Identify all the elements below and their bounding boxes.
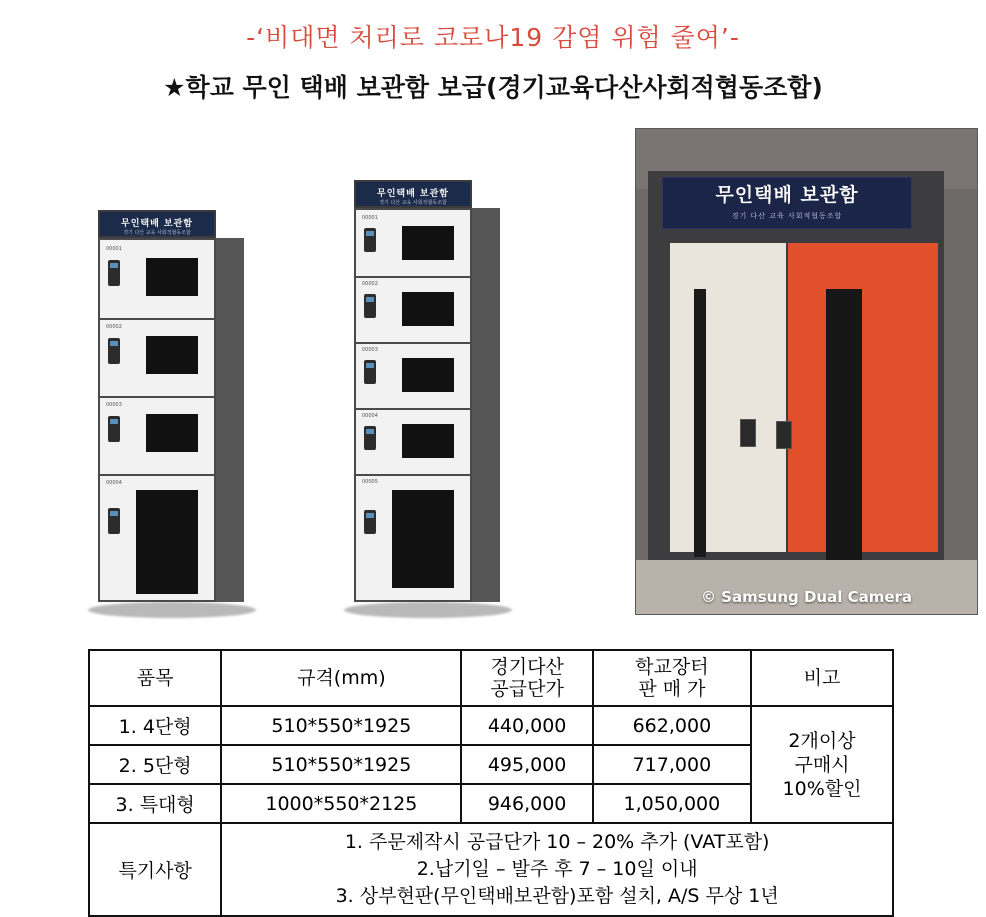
locker-keypad: [364, 426, 376, 450]
note-discount-line2: 구매시: [794, 753, 850, 776]
row2-supply-price: 495,000: [461, 745, 592, 784]
header-market-price-line2: 판 매 가: [638, 678, 706, 700]
photo-sign: [662, 177, 912, 229]
locker-body-5tier: [354, 208, 472, 602]
locker-window: [402, 424, 454, 458]
locker-window: [136, 490, 198, 594]
footer-note-2: 2.납기일 – 발주 후 7 – 10일 이내: [416, 858, 698, 880]
table-header-row: [89, 650, 893, 706]
locker-window: [402, 226, 454, 260]
photo-slot-right: [826, 289, 862, 589]
row3-supply-price: 946,000: [461, 784, 592, 823]
locker-divider: [356, 276, 470, 278]
row2-market-price: 717,000: [593, 745, 751, 784]
locker-divider: [100, 474, 214, 476]
header-item: 품목: [89, 650, 221, 706]
locker-cell-label: 00004: [106, 480, 122, 486]
row1-market-price: 662,000: [593, 706, 751, 745]
row3-item: 3. 특대형: [89, 784, 221, 823]
note-discount-line3: 10%할인: [782, 777, 862, 800]
header-note: 비고: [751, 650, 893, 706]
locker-window: [402, 292, 454, 326]
locker-divider: [356, 474, 470, 476]
locker-keypad: [108, 260, 120, 286]
locker-cell-label: 00005: [362, 479, 378, 485]
locker-sign-text-5tier: 무인택배 보관함: [377, 189, 449, 199]
row3-market-price: 1,050,000: [593, 784, 751, 823]
locker-sign-subtext-5tier: 경기 다산 교육 사회적협동조합: [379, 200, 447, 206]
row2-size: 510*550*1925: [221, 745, 461, 784]
locker-divider: [356, 408, 470, 410]
locker-cell-label: 00003: [362, 347, 378, 353]
locker-cell-label: 00001: [106, 246, 122, 252]
locker-shadow-5tier: [344, 602, 512, 618]
locker-divider: [100, 396, 214, 398]
locker-keypad: [108, 338, 120, 364]
note-discount-line1: 2개이상: [788, 729, 856, 752]
photo-watermark: © Samsung Dual Camera: [700, 588, 913, 606]
footer-note-1: 1. 주문제작시 공급단가 10 – 20% 추가 (VAT포함): [344, 831, 770, 853]
header-supply-price-line2: 공급단가: [490, 678, 564, 700]
locker-keypad: [364, 228, 376, 252]
footer-note-3: 3. 상부현판(무인택배보관함)포함 설치, A/S 무상 1년: [335, 885, 779, 907]
photo-door-orange: [788, 243, 938, 552]
page-headline: -‘비대면 처리로 코로나19 감염 위험 줄여’-: [246, 23, 740, 52]
locker-body-4tier: [98, 238, 216, 602]
locker-keypad: [108, 508, 120, 534]
locker-window: [402, 358, 454, 392]
locker-sign-5tier: [354, 180, 472, 208]
locker-keypad: [364, 510, 376, 534]
photo-keypad-left: [740, 419, 756, 447]
subtitle-container: [0, 68, 986, 104]
product-photo: [635, 128, 978, 615]
locker-cell-label: 00004: [362, 413, 378, 419]
locker-cell-label: 00002: [362, 281, 378, 287]
photo-cabinet: [648, 171, 944, 566]
header-supply-price: [461, 650, 592, 706]
locker-sign-text-4tier: 무인택배 보관함: [121, 219, 193, 229]
locker-keypad: [108, 416, 120, 442]
locker-sign-4tier: [98, 210, 216, 238]
locker-illustration-5tier: [348, 180, 508, 610]
page-title: ★학교 무인 택배 보관함 보급: [163, 73, 487, 102]
row3-size: 1000*550*2125: [221, 784, 461, 823]
locker-cell-label: 00001: [362, 215, 378, 221]
footer-notes: [221, 823, 893, 916]
locker-window: [146, 336, 198, 374]
photo-keypad-right: [776, 421, 792, 449]
locker-keypad: [364, 360, 376, 384]
product-images: [0, 128, 986, 628]
headline-container: [0, 0, 986, 54]
locker-window: [146, 414, 198, 452]
note-discount: [751, 706, 893, 823]
locker-divider: [356, 342, 470, 344]
photo-sign-text: 무인택배 보관함: [715, 184, 859, 206]
photo-door-white: [670, 243, 786, 552]
spec-table-container: [88, 649, 894, 917]
table-footer-row: [89, 823, 893, 916]
locker-window: [146, 258, 198, 296]
header-market-price-line1: 학교장터: [635, 656, 709, 678]
header-size: 규격(mm): [221, 650, 461, 706]
locker-cell-label: 00002: [106, 324, 122, 330]
footer-label: 특기사항: [89, 823, 221, 916]
header-supply-price-line1: 경기다산: [490, 656, 564, 678]
locker-window: [392, 490, 454, 588]
locker-illustration-4tier: [92, 210, 252, 610]
spec-table: [88, 649, 894, 917]
row1-item: 1. 4단형: [89, 706, 221, 745]
row1-size: 510*550*1925: [221, 706, 461, 745]
page-title-organization: (경기교육다산사회적협동조합): [486, 73, 823, 102]
row2-item: 2. 5단형: [89, 745, 221, 784]
locker-divider: [100, 318, 214, 320]
table-row: [89, 706, 893, 745]
locker-keypad: [364, 294, 376, 318]
locker-shadow-4tier: [88, 602, 256, 618]
locker-sign-subtext-4tier: 경기 다산 교육 사회적협동조합: [123, 230, 191, 236]
photo-slot-left: [694, 289, 706, 557]
locker-cell-label: 00003: [106, 402, 122, 408]
row1-supply-price: 440,000: [461, 706, 592, 745]
photo-sign-subtext: 경기 다산 교육 사회적협동조합: [731, 212, 843, 220]
header-market-price: [593, 650, 751, 706]
